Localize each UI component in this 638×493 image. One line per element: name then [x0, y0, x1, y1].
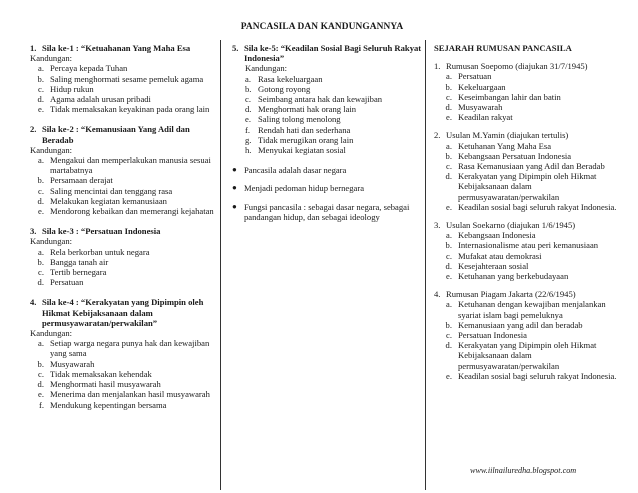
list-item-text: Keadilan sosial bagi seluruh rakyat Indonesia. [458, 370, 617, 381]
list-item [434, 240, 624, 250]
list-item-text: Rasa Kemanusiaan yang Adil dan Beradab [458, 161, 605, 172]
bullet-text: Menjadi pedoman hidup bernegara [244, 183, 365, 194]
list-item [434, 112, 624, 122]
list-item-text: Melakukan kegiatan kemanusiaan [50, 195, 167, 206]
history-heading-text: Usulan Soekarno (diajukan 1/6/1945) [446, 220, 576, 231]
bullet-item [232, 165, 422, 175]
list-item [30, 186, 215, 196]
list-item-text: Saling tolong menolong [258, 114, 341, 125]
list-item [30, 247, 215, 257]
section-sila-2 [30, 124, 215, 216]
history-list [434, 299, 624, 381]
list-item [245, 135, 422, 145]
list-letter: b. [445, 240, 452, 251]
blog-url-watermark: www.iilnailuredha.blogspot.com [470, 466, 577, 475]
list-item [434, 151, 624, 161]
section-number: 1. [30, 43, 37, 53]
column-divider-left [220, 40, 221, 490]
history-list [434, 71, 624, 122]
list-letter: e. [446, 201, 452, 212]
list-item-text: Tidak merugikan orang lain [258, 134, 354, 145]
kandungan-label: Kandungan: [30, 144, 73, 155]
list-item-text: Tertib bernegara [50, 267, 107, 278]
list-letter: e. [446, 271, 452, 282]
list-item-text: Percaya kepada Tuhan [50, 63, 128, 74]
list-letter: b. [37, 175, 44, 186]
history-list [434, 141, 624, 212]
list-letter: e. [446, 112, 452, 123]
list-item [434, 371, 624, 381]
list-letter: d. [445, 260, 452, 271]
list-letter: c. [446, 161, 452, 172]
list-item-text: Kerakyatan yang Dipimpin oleh Hikmat Kebijaksanaan dalam permusyawaratan/perwakilan [458, 171, 597, 202]
history-section-4 [434, 289, 624, 381]
list-item-text: Rendah hati dan sederhana [258, 124, 351, 135]
list-item [434, 202, 624, 212]
list-letter: f. [245, 124, 251, 135]
section-heading-text: Sila ke-2 : “Kemanusiaan Yang Adil dan Beradab [42, 124, 190, 145]
list-item [434, 340, 624, 371]
history-section-3 [434, 220, 624, 281]
list-item [245, 104, 422, 114]
section-heading [30, 124, 215, 144]
section-number: 2. [30, 124, 37, 135]
bullet-text: Fungsi pancasila : sebagai dasar negara, sebagai pandangan hidup, dan sebagai ideology [244, 201, 410, 222]
list-item-text: Tidak memaksakan kehendak [50, 368, 152, 379]
list-letter: e. [446, 370, 452, 381]
list-item-text: Menerima dan menjalankan hasil musyawarah [50, 389, 210, 400]
list-letter: a. [38, 246, 44, 257]
history-heading [434, 289, 624, 299]
list-letter: a. [446, 299, 452, 310]
history-heading [434, 220, 624, 230]
list-item-text: Menghormati hasil musyawarah [50, 379, 161, 390]
section-sila-5 [232, 43, 422, 155]
list-item [245, 114, 422, 124]
list-item [434, 141, 624, 151]
list-letter: e. [38, 206, 44, 217]
list-item [30, 257, 215, 267]
history-number: 2. [434, 130, 441, 141]
list-letter: e. [38, 389, 44, 400]
bullet-item [232, 183, 422, 193]
sejarah-title: SEJARAH RUMUSAN PANCASILA [434, 43, 572, 53]
column-sejarah [434, 43, 624, 389]
list-letter: c. [245, 94, 251, 105]
list-letter: b. [37, 256, 44, 267]
section-heading-text: Sila ke-4 : “Kerakyatan yang Dipimpin oleh Hikmat Kebijaksanaan dalam permusyawaratan/perwakilan” [42, 297, 204, 328]
list-item [245, 145, 422, 155]
list-item [434, 102, 624, 112]
list-item-text: Seimbang antara hak dan kewajiban [258, 94, 383, 105]
section-heading [30, 226, 215, 236]
list-letter: d. [37, 277, 44, 288]
list-item-text: Musyawarah [458, 102, 503, 113]
list-letter: c. [446, 250, 452, 261]
section-heading [232, 43, 422, 63]
list-item-text: Mendorong kebaikan dan memerangi kejahatan [50, 206, 214, 217]
history-number: 4. [434, 289, 441, 300]
list-item-text: Tidak memaksakan keyakinan pada orang lain [50, 104, 210, 115]
history-number: 1. [434, 61, 441, 72]
list-item-text: Kekeluargaan [458, 81, 506, 92]
list-item [245, 125, 422, 135]
list-item-text: Keadilan rakyat [458, 112, 513, 123]
history-section-2 [434, 130, 624, 212]
kandungan-label: Kandungan: [30, 236, 73, 247]
column-divider-right [425, 40, 426, 490]
list-letter: b. [445, 150, 452, 161]
list-item [30, 369, 215, 379]
kandungan-list [30, 247, 215, 288]
section-sila-3 [30, 226, 215, 287]
list-item-text: Menghormati hak orang lain [258, 104, 357, 115]
list-letter: b. [445, 319, 452, 330]
list-item [30, 84, 215, 94]
kandungan-list [30, 155, 215, 216]
list-item [434, 92, 624, 102]
section-sila-1 [30, 43, 215, 114]
history-heading-text: Rumusan Soepomo (diajukan 31/7/1945) [446, 61, 588, 72]
list-item-text: Saling mencintai dan tenggang rasa [50, 185, 173, 196]
list-item [30, 175, 215, 185]
list-item [245, 94, 422, 104]
list-item-text: Internasionalisme atau peri kemanusiaan [458, 240, 599, 251]
bullet-text: Pancasila adalah dasar negara [244, 165, 347, 176]
list-item [245, 74, 422, 84]
list-item [30, 338, 215, 358]
section-sila-4 [30, 297, 215, 409]
list-letter: d. [245, 104, 252, 115]
list-letter: c. [446, 91, 452, 102]
bullet-list [232, 165, 422, 222]
kandungan-label: Kandungan: [30, 328, 73, 339]
list-letter: a. [245, 73, 251, 84]
kandungan-label: Kandungan: [245, 63, 288, 74]
bullet-icon: ● [232, 201, 237, 211]
list-item-text: Kerakyatan yang Dipimpin oleh Hikmat Kebijaksanaan dalam permusyawaratan/perwakilan [458, 340, 597, 371]
list-letter: d. [37, 195, 44, 206]
list-letter: a. [446, 230, 452, 241]
list-item [30, 104, 215, 114]
list-item [434, 299, 624, 319]
section-number: 5. [232, 43, 239, 53]
list-item [30, 196, 215, 206]
list-letter: b. [37, 73, 44, 84]
list-item-text: Persatuan [50, 277, 84, 288]
list-letter: a. [446, 71, 452, 82]
list-item-text: Kebangsaan Indonesia [458, 230, 536, 241]
list-letter: d. [37, 379, 44, 390]
list-item-text: Rela berkorban untuk negara [50, 246, 150, 257]
bullet-icon: ● [232, 183, 237, 193]
list-letter: g. [245, 134, 252, 145]
column-sila-1-4 [30, 43, 215, 420]
history-heading [434, 61, 624, 71]
list-item-text: Kebangsaan Persatuan Indonesia [458, 150, 572, 161]
list-letter: d. [445, 340, 452, 351]
section-heading-text: Sila ke-5: “Keadilan Sosial Bagi Seluruh Rakyat Indonesia” [244, 43, 422, 64]
list-item [434, 320, 624, 330]
list-item-text: Ketuhanan Yang Maha Esa [458, 140, 552, 151]
section-heading [30, 297, 215, 328]
history-heading-text: Rumusan Piagam Jakarta (22/6/1945) [446, 289, 576, 300]
list-item [30, 277, 215, 287]
list-letter: c. [38, 185, 44, 196]
list-item-text: Agama adalah urusan pribadi [50, 94, 151, 105]
section-heading [30, 43, 215, 53]
list-letter: c. [446, 330, 452, 341]
history-list [434, 230, 624, 281]
list-item [30, 63, 215, 73]
list-letter: e. [245, 114, 251, 125]
kandungan-label: Kandungan: [30, 53, 73, 64]
list-item-text: Kemanusiaan yang adil dan beradab [458, 319, 583, 330]
list-letter: b. [37, 358, 44, 369]
list-letter: c. [38, 267, 44, 278]
list-item-text: Menyukai kegiatan sosial [258, 145, 346, 156]
list-letter: d. [37, 94, 44, 105]
list-item-text: Keseimbangan lahir dan batin [458, 91, 561, 102]
page-title: PANCASILA DAN KANDUNGANNYA [240, 22, 404, 32]
list-item [434, 271, 624, 281]
list-item-text: Gotong royong [258, 83, 311, 94]
kandungan-list [232, 74, 422, 156]
list-item [30, 155, 215, 175]
bullet-item [232, 202, 422, 222]
list-item [434, 82, 624, 92]
history-heading-text: Usulan M.Yamin (diajukan tertulis) [446, 130, 569, 141]
list-letter: c. [38, 83, 44, 94]
list-item-text: Persatuan [458, 71, 492, 82]
list-item [30, 379, 215, 389]
list-item [30, 206, 215, 216]
column-sila-5 [232, 43, 422, 230]
list-item [30, 400, 215, 410]
list-item [30, 389, 215, 399]
list-letter: d. [445, 102, 452, 113]
list-item-text: Rasa kekeluargaan [258, 73, 323, 84]
list-item [30, 359, 215, 369]
list-item [434, 230, 624, 240]
list-item-text: Saling menghormati sesame pemeluk agama [50, 73, 204, 84]
section-number: 4. [30, 297, 37, 308]
kandungan-list [30, 338, 215, 409]
list-letter: c. [38, 368, 44, 379]
list-item-text: Mendukung kepentingan bersama [50, 399, 167, 410]
list-item-text: Keadilan sosial bagi seluruh rakyat Indonesia. [458, 201, 617, 212]
list-item-text: Setiap warga negara punya hak dan kewajiban yang sama [50, 338, 210, 359]
list-letter: f. [38, 399, 44, 410]
list-letter: a. [38, 338, 44, 349]
list-letter: h. [245, 145, 252, 156]
list-letter: d. [445, 171, 452, 182]
history-number: 3. [434, 220, 441, 231]
history-heading [434, 130, 624, 140]
list-item [434, 71, 624, 81]
list-item [434, 161, 624, 171]
list-item-text: Hidup rukun [50, 83, 94, 94]
list-item-text: Ketuhanan dengan kewajiban menjalankan syariat islam bagi pemeluknya [458, 299, 606, 320]
list-item-text: Persamaan derajat [50, 175, 113, 186]
history-section-1 [434, 61, 624, 122]
list-item [245, 84, 422, 94]
list-item-text: Ketuhanan yang berkebudayaan [458, 271, 569, 282]
list-letter: a. [38, 63, 44, 74]
list-item-text: Mengakui dan memperlakukan manusia sesuai martabatnya [50, 155, 211, 176]
section-number: 3. [30, 226, 37, 237]
list-item-text: Kesejahteraan sosial [458, 260, 529, 271]
list-item [30, 94, 215, 104]
list-letter: b. [245, 83, 252, 94]
list-letter: a. [446, 140, 452, 151]
section-heading-text: Sila ke-3 : “Persatuan Indonesia [42, 226, 161, 237]
list-item-text: Musyawarah [50, 358, 95, 369]
list-item [434, 171, 624, 202]
kandungan-list [30, 63, 215, 114]
bullet-icon: ● [232, 165, 237, 175]
list-item-text: Persatuan Indonesia [458, 330, 527, 341]
list-item-text: Mufakat atau demokrasi [458, 250, 542, 261]
section-heading-text: Sila ke-1 : “Ketuahanan Yang Maha Esa [42, 43, 191, 53]
list-item-text: Bangga tanah air [50, 256, 109, 267]
list-letter: e. [38, 104, 44, 115]
list-item [434, 330, 624, 340]
list-item [30, 74, 215, 84]
list-item [434, 251, 624, 261]
list-letter: b. [445, 81, 452, 92]
list-item [434, 261, 624, 271]
list-letter: a. [38, 155, 44, 166]
list-item [30, 267, 215, 277]
